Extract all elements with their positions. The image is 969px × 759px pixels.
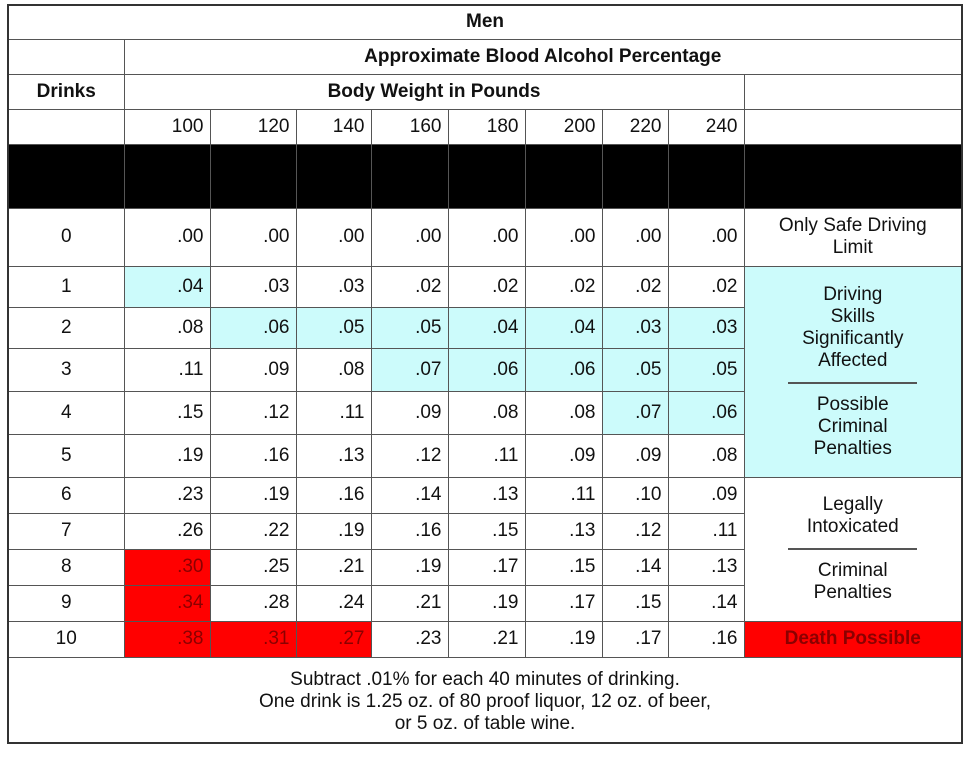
blank-cell bbox=[744, 109, 962, 144]
bac-cell: .09 bbox=[525, 434, 602, 477]
band-cell bbox=[124, 144, 210, 208]
bac-cell: .00 bbox=[668, 208, 744, 266]
title-row bbox=[8, 5, 962, 39]
bac-cell: .00 bbox=[602, 208, 668, 266]
effect-line: Driving bbox=[823, 283, 883, 305]
bac-cell: .08 bbox=[668, 434, 744, 477]
drinks-cell: 6 bbox=[8, 477, 124, 513]
bac-cell: .06 bbox=[448, 348, 525, 391]
effect-line: Affected bbox=[818, 349, 888, 371]
bac-cell: .11 bbox=[525, 477, 602, 513]
bac-cell: .02 bbox=[448, 266, 525, 307]
bac-cell: .02 bbox=[371, 266, 448, 307]
weights-row bbox=[8, 109, 962, 144]
bac-cell: .19 bbox=[371, 549, 448, 585]
bac-cell: .15 bbox=[448, 513, 525, 549]
bac-cell: .03 bbox=[602, 307, 668, 348]
bac-cell: .15 bbox=[124, 391, 210, 434]
bac-cell: .04 bbox=[124, 266, 210, 307]
effect-line: Penalties bbox=[813, 582, 892, 603]
note-line: or 5 oz. of table wine. bbox=[394, 712, 576, 734]
bac-cell: .16 bbox=[296, 477, 371, 513]
drinks-cell: 5 bbox=[8, 434, 124, 477]
divider bbox=[788, 548, 917, 550]
bac-cell: .21 bbox=[448, 621, 525, 657]
band-cell bbox=[448, 144, 525, 208]
effect-line: Possible bbox=[816, 393, 889, 415]
bac-cell: .05 bbox=[602, 348, 668, 391]
table-row bbox=[8, 477, 962, 513]
bac-cell: .31 bbox=[210, 621, 296, 657]
drinks-cell: 10 bbox=[8, 621, 124, 657]
bac-cell: .09 bbox=[602, 434, 668, 477]
weight-cell: 220 bbox=[602, 109, 668, 144]
subtitle-row bbox=[8, 39, 962, 74]
bac-cell: .00 bbox=[371, 208, 448, 266]
table-row bbox=[8, 266, 962, 307]
effect-line: Limit bbox=[832, 237, 873, 258]
bac-cell: .02 bbox=[668, 266, 744, 307]
bac-cell: .22 bbox=[210, 513, 296, 549]
effect-line: Criminal bbox=[817, 415, 888, 437]
bac-table bbox=[7, 4, 963, 744]
header-row bbox=[8, 74, 962, 109]
bac-cell: .08 bbox=[124, 307, 210, 348]
bac-cell: .17 bbox=[525, 585, 602, 621]
bac-cell: .00 bbox=[448, 208, 525, 266]
drinks-cell: 4 bbox=[8, 391, 124, 434]
band-cell bbox=[525, 144, 602, 208]
drinks-cell: 0 bbox=[8, 208, 124, 266]
bac-cell: .08 bbox=[296, 348, 371, 391]
bac-cell: .21 bbox=[296, 549, 371, 585]
effect-line: Only Safe Driving bbox=[778, 215, 927, 236]
blank-cell bbox=[8, 39, 124, 74]
weight-cell: 200 bbox=[525, 109, 602, 144]
bac-cell: .26 bbox=[124, 513, 210, 549]
bac-cell: .15 bbox=[602, 585, 668, 621]
bac-cell: .11 bbox=[668, 513, 744, 549]
bac-cell: .06 bbox=[525, 348, 602, 391]
bac-cell: .17 bbox=[602, 621, 668, 657]
table-row bbox=[8, 621, 962, 657]
bac-cell: .11 bbox=[124, 348, 210, 391]
bac-cell: .06 bbox=[210, 307, 296, 348]
bac-cell: .12 bbox=[371, 434, 448, 477]
bac-cell: .05 bbox=[296, 307, 371, 348]
drinks-cell: 8 bbox=[8, 549, 124, 585]
effect-line: Legally bbox=[822, 494, 883, 515]
safe-limit-label bbox=[744, 208, 962, 266]
bac-cell: .16 bbox=[210, 434, 296, 477]
weight-cell: 120 bbox=[210, 109, 296, 144]
bac-cell: .03 bbox=[296, 266, 371, 307]
bac-cell: .23 bbox=[124, 477, 210, 513]
band-cell bbox=[602, 144, 668, 208]
weight-cell: 240 bbox=[668, 109, 744, 144]
bac-cell: .17 bbox=[448, 549, 525, 585]
effect-line: Significantly bbox=[802, 327, 904, 349]
bac-cell: .13 bbox=[525, 513, 602, 549]
weight-cell: 140 bbox=[296, 109, 371, 144]
blank-cell bbox=[8, 109, 124, 144]
bac-cell: .00 bbox=[525, 208, 602, 266]
weight-header: Body Weight in Pounds bbox=[124, 74, 744, 109]
bac-cell: .28 bbox=[210, 585, 296, 621]
bac-cell: .16 bbox=[371, 513, 448, 549]
impaired-penalties-label bbox=[744, 266, 962, 477]
bac-cell: .34 bbox=[124, 585, 210, 621]
bac-cell: .03 bbox=[668, 307, 744, 348]
table-subtitle: Approximate Blood Alcohol Percentage bbox=[124, 39, 962, 74]
intoxicated-penalties-label bbox=[744, 477, 962, 621]
bac-cell: .16 bbox=[668, 621, 744, 657]
band-cell bbox=[744, 144, 962, 208]
drinks-cell: 2 bbox=[8, 307, 124, 348]
bac-cell: .19 bbox=[124, 434, 210, 477]
bac-cell: .19 bbox=[210, 477, 296, 513]
bac-cell: .00 bbox=[210, 208, 296, 266]
bac-cell: .38 bbox=[124, 621, 210, 657]
bac-cell: .09 bbox=[210, 348, 296, 391]
bac-cell: .06 bbox=[668, 391, 744, 434]
bac-cell: .09 bbox=[668, 477, 744, 513]
bac-cell: .07 bbox=[371, 348, 448, 391]
bac-cell: .27 bbox=[296, 621, 371, 657]
bac-cell: .23 bbox=[371, 621, 448, 657]
bac-cell: .19 bbox=[448, 585, 525, 621]
bac-cell: .19 bbox=[296, 513, 371, 549]
weight-cell: 180 bbox=[448, 109, 525, 144]
note-line: One drink is 1.25 oz. of 80 proof liquor, 12 oz. of beer, bbox=[258, 690, 712, 712]
band-cell bbox=[210, 144, 296, 208]
bac-cell: .14 bbox=[668, 585, 744, 621]
bac-cell: .08 bbox=[448, 391, 525, 434]
black-band-row bbox=[8, 144, 962, 208]
divider bbox=[788, 382, 917, 384]
bac-cell: .13 bbox=[296, 434, 371, 477]
drinks-cell: 7 bbox=[8, 513, 124, 549]
bac-cell: .00 bbox=[296, 208, 371, 266]
death-possible-label: Death Possible bbox=[744, 621, 962, 657]
bac-cell: .02 bbox=[525, 266, 602, 307]
footer-row bbox=[8, 657, 962, 743]
bac-cell: .10 bbox=[602, 477, 668, 513]
bac-cell: .12 bbox=[210, 391, 296, 434]
bac-cell: .04 bbox=[525, 307, 602, 348]
drinks-header: Drinks bbox=[8, 74, 124, 109]
footer-note bbox=[8, 657, 962, 743]
bac-cell: .00 bbox=[124, 208, 210, 266]
bac-cell: .25 bbox=[210, 549, 296, 585]
table-title: Men bbox=[8, 5, 962, 39]
bac-cell: .09 bbox=[371, 391, 448, 434]
bac-cell: .21 bbox=[371, 585, 448, 621]
bac-cell: .14 bbox=[371, 477, 448, 513]
bac-cell: .14 bbox=[602, 549, 668, 585]
drinks-cell: 9 bbox=[8, 585, 124, 621]
bac-cell: .02 bbox=[602, 266, 668, 307]
bac-cell: .03 bbox=[210, 266, 296, 307]
drinks-cell: 1 bbox=[8, 266, 124, 307]
bac-cell: .04 bbox=[448, 307, 525, 348]
bac-cell: .30 bbox=[124, 549, 210, 585]
bac-cell: .11 bbox=[448, 434, 525, 477]
bac-cell: .19 bbox=[525, 621, 602, 657]
bac-cell: .15 bbox=[525, 549, 602, 585]
table-row bbox=[8, 208, 962, 266]
bac-chart bbox=[7, 4, 961, 752]
weight-cell: 100 bbox=[124, 109, 210, 144]
bac-cell: .12 bbox=[602, 513, 668, 549]
note-line: Subtract .01% for each 40 minutes of drinking. bbox=[290, 668, 680, 690]
blank-cell bbox=[744, 74, 962, 109]
bac-cell: .08 bbox=[525, 391, 602, 434]
bac-cell: .11 bbox=[296, 391, 371, 434]
effect-line: Criminal bbox=[817, 560, 888, 581]
band-cell bbox=[8, 144, 124, 208]
band-cell bbox=[296, 144, 371, 208]
drinks-cell: 3 bbox=[8, 348, 124, 391]
effect-line: Intoxicated bbox=[806, 516, 899, 537]
bac-cell: .24 bbox=[296, 585, 371, 621]
bac-cell: .05 bbox=[668, 348, 744, 391]
effect-line: Penalties bbox=[813, 437, 892, 459]
bac-cell: .13 bbox=[448, 477, 525, 513]
band-cell bbox=[668, 144, 744, 208]
weight-cell: 160 bbox=[371, 109, 448, 144]
band-cell bbox=[371, 144, 448, 208]
bac-cell: .13 bbox=[668, 549, 744, 585]
effect-line: Skills bbox=[830, 305, 875, 327]
bac-cell: .05 bbox=[371, 307, 448, 348]
bac-cell: .07 bbox=[602, 391, 668, 434]
